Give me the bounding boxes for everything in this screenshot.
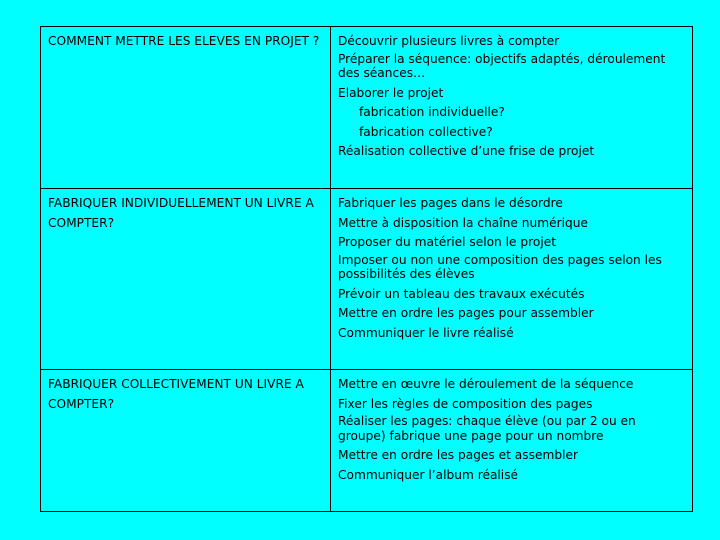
detail-line: Mettre en ordre les pages pour assembler xyxy=(338,306,594,320)
row-details xyxy=(331,370,693,512)
table-row xyxy=(41,189,693,370)
row-details xyxy=(331,189,693,370)
detail-line: Fixer les règles de composition des pages xyxy=(338,396,593,411)
detail-line: Mettre en œuvre le déroulement de la séquence xyxy=(338,377,634,391)
project-table xyxy=(40,26,693,512)
row-topic: COMMENT METTRE LES ELEVES EN PROJET ? xyxy=(41,27,331,189)
row-details xyxy=(331,27,693,189)
detail-line: Communiquer l’album réalisé xyxy=(338,467,519,482)
detail-line: Découvrir plusieurs livres à compter xyxy=(338,34,560,48)
detail-line: Imposer ou non une composition des pages selon les possibilités des élèves xyxy=(338,252,662,281)
detail-line: Proposer du matériel selon le projet xyxy=(338,235,557,249)
detail-line: fabrication collective? xyxy=(359,124,493,139)
detail-line: Réaliser les pages: chaque élève (ou par 2 ou en groupe) fabrique une page pour un nombre xyxy=(338,414,636,443)
table-row xyxy=(41,370,693,512)
row-topic: FABRIQUER COLLECTIVEMENT UN LIVRE A COMPTER? xyxy=(41,370,331,512)
detail-line: Prévoir un tableau des travaux exécutés xyxy=(338,286,585,301)
detail-line: Préparer la séquence: objectifs adaptés, déroulement des séances… xyxy=(338,51,666,80)
table-row xyxy=(41,27,693,189)
detail-line: Réalisation collective d’une frise de projet xyxy=(338,144,595,158)
row-topic: FABRIQUER INDIVIDUELLEMENT UN LIVRE A COMPTER? xyxy=(41,189,331,370)
detail-line: Mettre à disposition la chaîne numérique xyxy=(338,215,588,230)
detail-line: fabrication individuelle? xyxy=(359,105,505,119)
detail-line: Fabriquer les pages dans le désordre xyxy=(338,196,563,210)
detail-line: Elaborer le projet xyxy=(338,85,444,100)
detail-line: Mettre en ordre les pages et assembler xyxy=(338,448,578,462)
detail-line: Communiquer le livre réalisé xyxy=(338,325,514,340)
